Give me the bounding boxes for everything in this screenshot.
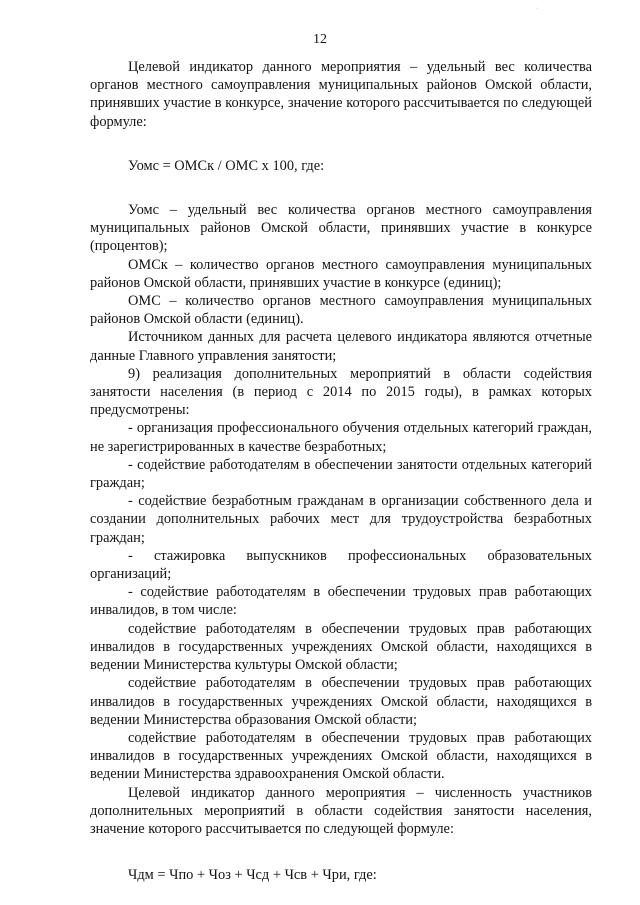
paragraph-data-source: Источником данных для расчета целевого индикатора являются отчетные данные Главного управления занятости; [90,329,592,364]
document-body [90,58,592,884]
paragraph-item-9: 9) реализация дополнительных мероприятий в области содействия занятости населения (в период с 2014 по 2015 годы), в рамках которых предусмотрены: [90,365,592,419]
paragraph-indicator-participants: Целевой индикатор данного мероприятия – численность участников дополнительных мероприятий в области содействия занятости населения, значение которого рассчитывается по следующей формуле: [90,784,592,837]
list-item-internship: - стажировка выпускников профессиональных образовательных организаций; [90,547,592,583]
paragraph-uoms-definition: Уомс – удельный вес количества органов местного самоуправления муниципальных районов Омской области, принявших участие в конкурсе (процентов); [90,202,592,255]
formula-chdm: Чдм = Чпо + Чоз + Чсд + Чсв + Чри, где: [128,867,377,884]
sub-item-healthcare: содействие работодателям в обеспечении трудовых прав работающих инвалидов в государственных учреждениях Омской области, находящихся в ведении Министерства здравоохранения Омской области. [90,729,592,783]
list-item-own-business: - содействие безработным гражданам в организации собственного дела и создании дополнительных рабочих мест для трудоустройства безработных граждан; [90,493,592,546]
sub-item-education: содействие работодателям в обеспечении трудовых прав работающих инвалидов в государственных учреждениях Омской области, находящихся в ведении Министерства образования Омской области; [90,675,592,728]
corner-mark: · [536,6,538,12]
list-item-disabled-rights: - содействие работодателям в обеспечении трудовых прав работающих инвалидов, в том числе: [90,584,592,619]
sub-item-culture: содействие работодателям в обеспечении трудовых прав работающих инвалидов в государственных учреждениях Омской области, находящихся в ведении Министерства культуры Омской области; [90,620,592,674]
paragraph-indicator-intro: Целевой индикатор данного мероприятия – удельный вес количества органов местного самоуправления муниципальных районов Омской области, принявших участие в конкурсе, значение которого рассчитывается по следующей формуле: [90,59,592,130]
paragraph-omsk-definition: ОМСк – количество органов местного самоуправления муниципальных районов Омской области, принявших участие в конкурсе (единиц); [90,256,592,291]
page-number: 12 [313,32,327,47]
list-item-training: - организация профессионального обучения отдельных категорий граждан, не зарегистрированных в качестве безработных; [90,420,592,455]
paragraph-oms-definition: ОМС – количество органов местного самоуправления муниципальных районов Омской области (единиц). [90,293,592,328]
list-item-employers-assistance: - содействие работодателям в обеспечении занятости отдельных категорий граждан; [90,456,592,492]
formula-uoms: Уомс = ОМСк / ОМС х 100, где: [128,157,325,174]
